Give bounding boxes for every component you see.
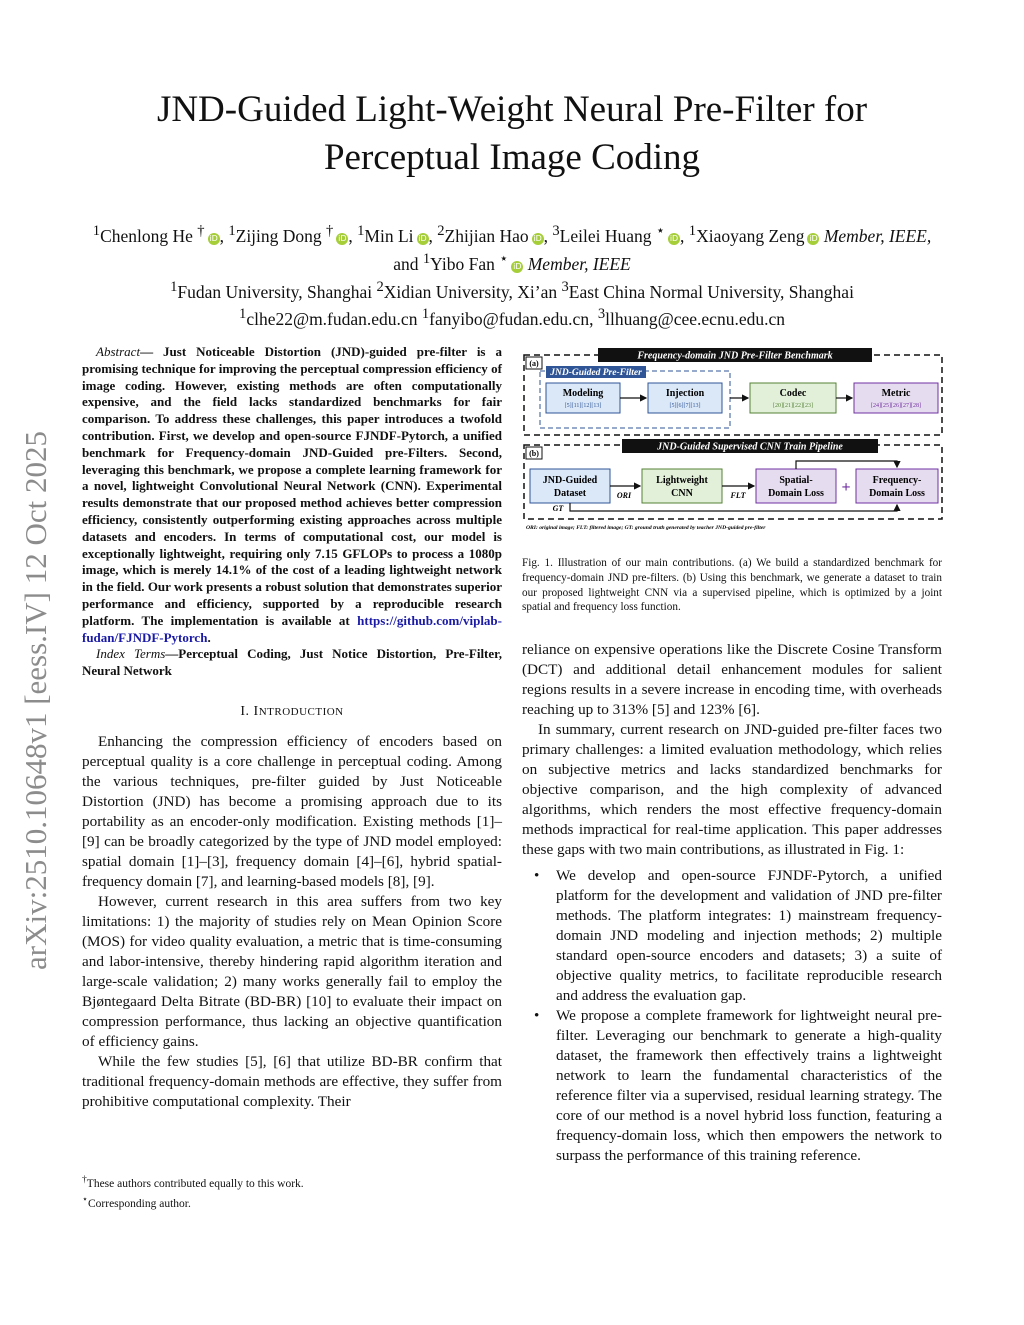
dataset-label: JND-Guided bbox=[542, 475, 598, 486]
arxiv-id: arXiv:2510.10648v1 [eess.IV] 12 Oct 2025 bbox=[18, 431, 53, 970]
plus-icon: + bbox=[841, 479, 851, 496]
email[interactable]: clhe22@m.fudan.edu.cn bbox=[246, 309, 418, 330]
section-heading: I. INTRODUCTION bbox=[240, 703, 344, 719]
footnote: †These authors contributed equally to this work. bbox=[82, 1174, 304, 1190]
figure-caption: Fig. 1. Illustration of our main contributions. (a) We build a standardized benchmark for frequency-domain JND pre-filters. (b) Using this benchmark, we generate a dataset to train our proposed lightweight CNN via a supervised pipeline, which is optimized by a joint spatial and frequency loss function. bbox=[522, 557, 942, 614]
panel-b-tag: (b) bbox=[529, 449, 539, 458]
abstract-text: — Just Noticeable Distortion (JND)-guided pre-filter is a promising technique for improving the perceptual compression efficiency of image coding. However, existing methods are often computationally expensive, and the field lacks standardized benchmarks for fair comparison. To address these challenges, this paper introduces a twofold contribution. First, we develop and open-source FJNDF-Pytorch, a unified benchmark for Frequency-domain JND-Guided pre-Filters. Second, leveraging this benchmark, we propose a complete learning framework for a novel, lightweight Convolutional Neural Network (CNN). Experimental results demonstrate that our proposed method achieves better compression efficiency, consistently outperforming existing approaches across multiple datasets and encoders. In terms of computational cost, our model is exceptionally lightweight, requiring only 7.15 GFLOPs to process a 1080p image, which is merely 14.1% of the cost of a leading lightweight network in the field. Our work presents a robust solution that demonstrates superior performance and efficiency, supported by a reproducible research platform. The implementation is available at bbox=[82, 344, 502, 628]
figure-legend: ORI: original image; FLT: filtered image; GT: ground truth generated by teacher JND-guided pre-filter bbox=[526, 525, 766, 531]
list-item: • We propose a complete framework for lightweight neural pre-filter. Leveraging our benchmark to generate a high-quality dataset, the framework then effectively trains a lightweight network to learn the fundamental characteristics of the reference filter via a supervised, residual learning strategy. The core of our method is a novel hybrid loss function, featuring a frequency-domain loss, which then empowers the network to surpass the performance of this training reference. bbox=[556, 1006, 942, 1166]
footnotes bbox=[82, 1172, 502, 1212]
codec-refs: [20][21][22][23] bbox=[773, 403, 813, 409]
orcid-icon[interactable]: iD bbox=[669, 233, 679, 243]
spatial-loss-label: Domain Loss bbox=[768, 488, 824, 499]
left-column bbox=[82, 344, 502, 1112]
email[interactable]: fanyibo@fudan.edu.cn, bbox=[429, 309, 594, 330]
author: $^1$Zijing Dong † iD bbox=[228, 223, 347, 246]
injection-refs: [5][6][7][13] bbox=[669, 403, 701, 409]
modeling-refs: [5][11][12][13] bbox=[564, 403, 602, 409]
cnn-label: CNN bbox=[671, 488, 693, 499]
spatial-loss-label: Spatial- bbox=[779, 475, 813, 486]
frequency-loss-label: Domain Loss bbox=[869, 488, 925, 499]
intro-body bbox=[82, 732, 502, 1112]
right-column bbox=[522, 640, 942, 1166]
index-terms-label: Index Terms bbox=[96, 646, 166, 662]
contribution-list bbox=[522, 866, 942, 1166]
metric-label: Metric bbox=[881, 388, 911, 399]
emails: $^1$clhe22@m.fudan.edu.cn $^1$fanyibo@fudan.edu.cn, $^3$llhuang@cee.ecnu.edu.cn bbox=[239, 306, 785, 330]
figure-1 bbox=[522, 345, 944, 535]
flt-label: FLT bbox=[730, 491, 746, 500]
paragraph: Enhancing the compression efficiency of encoders based on perceptual quality is a core challenge in perceptual coding. Among the various techniques, pre-filter guided by Just Noticeable Distortion (JND) has become a promising approach due to its portability as an encoder-only modification. Existing methods [1]–[9] can be broadly categorized by the type of JND model employed: spatial domain [1]–[3], frequency domain [4]–[6], hybrid spatial-frequency domain [7], and learning-based models [8], [9]. bbox=[82, 732, 502, 890]
paragraph: While the few studies [5], [6] that utilize BD-BR confirm that traditional frequency-domain methods are effective, they suffer from prohibitive computational complexity. Their bbox=[82, 1052, 502, 1110]
abstract-label: Abstract bbox=[96, 344, 141, 359]
arrow bbox=[796, 461, 897, 469]
metric-refs: [24][25][26][27][28] bbox=[871, 403, 921, 409]
author: $^3$Leilei Huang ⋆ iD bbox=[552, 223, 679, 246]
orcid-icon[interactable]: iD bbox=[209, 233, 218, 243]
email[interactable]: llhuang@cee.ecnu.edu.cn bbox=[605, 309, 785, 330]
orcid-icon[interactable]: iD bbox=[533, 233, 542, 243]
paragraph: In summary, current research on JND-guided pre-filter faces two primary challenges: a limited evaluation methodology, which relies on subjective metrics and lacks standardized benchmarks for objective comparison, and the high complexity of advanced algorithms, which renders the most effective frequency-domain methods impractical for real-time application. This paper addresses these gaps with two main contributions, as illustrated in Fig. 1: bbox=[522, 721, 942, 858]
footnote: ⋆Corresponding author. bbox=[82, 1193, 191, 1210]
code-link[interactable]: https://github.com/viplab-fudan/FJNDF-Pytorch bbox=[82, 612, 502, 645]
author-line-1: $^1$Chenlong He † iD , $^1$Zijing Dong † iD , $^1$Min Li iD , $^2$Zhijian Hao iD , $^3$Leilei Huang ⋆ iD , $^1$Xiaoyang Zeng iD Member, IEEE, bbox=[92, 223, 932, 246]
frequency-loss-label: Frequency- bbox=[872, 475, 922, 486]
gt-label: GT bbox=[552, 504, 564, 513]
orcid-icon[interactable]: iD bbox=[513, 261, 522, 271]
index-terms: —Perceptual Coding, Just Notice Distortion, Pre-Filter, Neural Network bbox=[82, 646, 502, 679]
paper-title: JND-Guided Light-Weight Neural Pre-Filter for Perceptual Image Coding bbox=[156, 89, 868, 178]
author: $^1$Xiaoyang Zeng iD Member, IEEE, bbox=[688, 223, 932, 246]
author-line-2: and $^1$Yibo Fan ⋆ iD Member, IEEE bbox=[393, 250, 631, 274]
gt-arrow bbox=[570, 503, 897, 511]
modeling-label: Modeling bbox=[562, 388, 604, 399]
banner-b: JND-Guided Supervised CNN Train Pipeline bbox=[657, 441, 843, 453]
codec-label: Codec bbox=[779, 388, 807, 399]
paragraph: reliance on expensive operations like the Discrete Cosine Transform (DCT) and additional detail enhancement modules for salient regions results in a severe increase in encoding time, with overheads reaching up to 313% [5] and 123% [6]. bbox=[522, 641, 942, 718]
author-block bbox=[60, 220, 964, 331]
dataset-label: Dataset bbox=[553, 488, 587, 499]
subbanner: JND-Guided Pre-Filter bbox=[550, 368, 642, 378]
orcid-icon[interactable]: iD bbox=[418, 233, 427, 243]
panel-a-tag: (a) bbox=[529, 359, 539, 368]
cnn-label: Lightweight bbox=[656, 475, 708, 486]
arxiv-stamp bbox=[18, 431, 78, 1030]
list-item: • We develop and open-source FJNDF-Pytorch, a unified platform for the development and validation of JND pre-filter methods. The platform integrates: 1) mainstream frequency-domain JND modeling and injection methods; 2) multiple standard open-source encoders and datasets; 3) a suite of objective quality metrics, to facilitate reproducible research and address the evaluation gap. bbox=[556, 866, 942, 1006]
author: $^2$Zhijian Hao iD bbox=[437, 223, 542, 246]
orcid-icon[interactable]: iD bbox=[338, 233, 347, 243]
injection-label: Injection bbox=[665, 388, 705, 399]
orcid-icon[interactable]: iD bbox=[809, 233, 818, 243]
ori-label: ORI bbox=[616, 491, 632, 500]
abstract: Abstract— Just Noticeable Distortion (JND)-guided pre-filter is a promising technique for improving the perceptual compression efficiency of image coding. However, existing methods are often computationally expensive, and the field lacks standardized benchmarks for fair comparison. To address these challenges, this paper introduces a twofold contribution. First, we develop and open-source FJNDF-Pytorch, a unified benchmark for Frequency-domain JND-Guided pre-Filters. Second, leveraging this benchmark, we propose a complete learning framework for a novel, lightweight Convolutional Neural Network (CNN). Experimental results demonstrate that our proposed method achieves better compression efficiency, consistently outperforming existing approaches across multiple datasets and encoders. In terms of computational cost, our model is exceptionally lightweight, requiring only 7.15 GFLOPs to process a 1080p image, which is merely 14.1% of the cost of a leading lightweight network in the field. Our work presents a robust solution that demonstrates superior performance and efficiency, supported by a reproducible research platform. The implementation is available at https://github.com/viplab-fudan/FJNDF-Pytorch. Index Terms—Perceptual Coding, Just Notice Distortion, Pre-Filter, Neural Network bbox=[82, 344, 502, 679]
affiliations: $^1$Fudan University, Shanghai $^2$Xidian University, Xi’an $^3$East China Normal University, Shanghai bbox=[170, 278, 854, 302]
banner-a: Frequency-domain JND Pre-Filter Benchmark bbox=[637, 350, 833, 362]
author: $^1$Chenlong He † iD bbox=[92, 223, 218, 246]
paragraph: However, current research in this area suffers from two key limitations: 1) the majority of studies rely on Mean Opinion Score (MOS) for video quality evaluation, a metric that is time-consuming and labor-intensive, thereby hindering rapid algorithm iteration and large-scale validation; 2) many works generally fail to employ the Bjøntegaard Delta Bitrate (BD-BR) [10] to evaluate their impact on compression performance, thus lacking an objective quantification of efficiency gains. bbox=[82, 892, 502, 1050]
author: $^1$Min Li iD bbox=[357, 223, 427, 246]
